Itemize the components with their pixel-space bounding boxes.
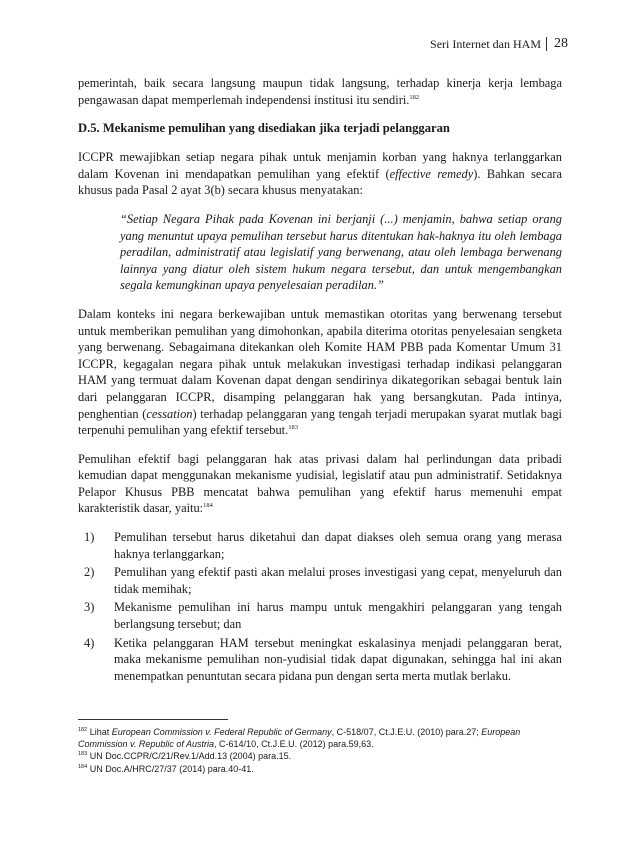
paragraph-2-emphasis: effective remedy [389,166,474,181]
list-item-number: 2) [84,565,95,580]
footnote-text-b: , C-518/07, Ct.J.E.U. (2010) para.27; [331,727,482,737]
list-item-text: Pemulihan tersebut harus diketahui dan dapat diakses oleh semua orang yang merasa haknya terlanggarkan; [114,530,562,561]
body-text [78,75,562,686]
list-item [78,599,562,632]
paragraph-1 [78,75,562,108]
list-item [78,635,562,685]
characteristics-list [78,529,562,684]
footnote-separator [78,719,228,720]
block-quote: “Setiap Negara Pihak pada Kovenan ini berjanji (...) menjamin, bahwa setiap orang yang menuntut upaya pemulihan tersebut harus ditentukan hak-haknya itu oleh lembaga peradilan, administratif atau legislatif yang berwenang, atau oleh lembaga berwenang lainnya yang diatur oleh sistem hukum negara tersebut, dan untuk mengembangkan segala kemungkinan upaya penyelesaian peradilan.” [120,211,562,293]
list-item [78,564,562,597]
footnote-184 [78,763,564,775]
paragraph-2-text-a: ICCPR mewajibkan setiap negara pihak untuk menjamin korban yang haknya terlanggarkan dalam Kovenan ini mendapatkan pemulihan yang efektif ( [78,150,562,181]
footnote-text-a: Lihat [89,727,112,737]
footnote-182 [78,726,564,750]
paragraph-3-text-b: ) terhadap pelanggaran yang tengah terjadi merupakan syarat mutlak bagi terpenuhi pemulihan yang efektif tersebut. [78,406,562,438]
list-item-number: 1) [84,530,95,545]
footnote-case-2: European Commission v. Republic of Austria [78,727,521,750]
footnote-case-1: European Commission v. Federal Republic of Germany [111,727,332,737]
footnote-ref-184[interactable]: 184 [203,502,213,510]
footnote-183 [78,750,564,762]
paragraph-2 [78,149,562,199]
footnote-ref-183[interactable]: 183 [288,423,298,431]
footnote-number: 184 [78,763,88,770]
footnote-text: UN Doc.A/HRC/27/37 (2014) para.40-41. [89,763,254,774]
series-title: Seri Internet dan HAM [430,36,541,51]
paragraph-2-text-b: ). Bahkan secara khusus pada Pasal 2 ayat 3(b) secara khusus menyatakan: [78,166,563,198]
list-item-text: Pemulihan yang efektif pasti akan melalui proses investigasi yang cepat, menyeluruh dan tidak memihak; [114,565,562,596]
footnote-number: 182 [78,727,88,733]
running-header [430,36,568,52]
paragraph-4 [78,451,562,517]
paragraph-3-text-a: Dalam konteks ini negara berkewajiban untuk memastikan otoritas yang berwenang tersebut untuk memberikan pemulihan yang dimohonkan, apabila diterima otoritas penyelesaian sengketa yang berwenang. Sebagaimana ditekankan oleh Komite HAM PBB pada Komentar Umum 31 ICCPR, kegagalan negara pihak untuk melakukan investigasi terhadap indikasi pelanggaran HAM yang termuat dalam Kovenan dapat dengan sendirinya dikategorikan sebagai bentuk lain dari pelanggaran ICCPR, disamping pelanggaran hak yang bersangkutan. Pada intinya, penghentian ( [78,306,562,421]
footnotes [78,726,564,775]
header-divider [546,37,547,51]
list-item-text: Ketika pelanggaran HAM tersebut meningkat eskalasinya menjadi pelanggaran berat, maka mekanisme pemulihan non-yudisial tidak dapat digunakan, sehingga hal ini akan menempatkan penuntutan secara pidana pun dengan serta merta mutlak berlaku. [114,635,562,683]
footnote-number: 183 [78,751,88,758]
list-item-number: 4) [84,635,95,650]
paragraph-3 [78,306,562,439]
paragraph-3-emphasis: cessation [146,406,193,421]
list-item [78,529,562,562]
section-heading: D.5. Mekanisme pemulihan yang disediakan jika terjadi pelanggaran [78,121,450,136]
footnote-text: UN Doc.CCPR/C/21/Rev.1/Add.13 (2004) para.15. [89,751,292,762]
paragraph-1-text: pemerintah, baik secara langsung maupun tidak langsung, terhadap kinerja kerja lembaga pengawasan dapat memperlemah independensi institusi itu sendiri. [78,76,562,107]
footnote-ref-182[interactable]: 182 [409,93,420,101]
footnote-text-c: , C-614/10, Ct.J.E.U. (2012) para.59,63. [214,739,374,750]
list-item-text: Mekanisme pemulihan ini harus mampu untuk mengakhiri pelanggaran yang tengah berlangsung tersebut; dan [114,600,562,632]
page-number: 28 [554,36,568,51]
list-item-number: 3) [84,600,95,615]
paragraph-4-text: Pemulihan efektif bagi pelanggaran hak atas privasi dalam hal perlindungan data pribadi kemudian dapat menggunakan mekanisme yudisial, legislatif atau pun administratif. Setidaknya Pelapor Khusus PBB mencatat bahwa pemulihan yang efektif harus memenuhi empat karakteristik dasar, yaitu: [78,451,562,516]
